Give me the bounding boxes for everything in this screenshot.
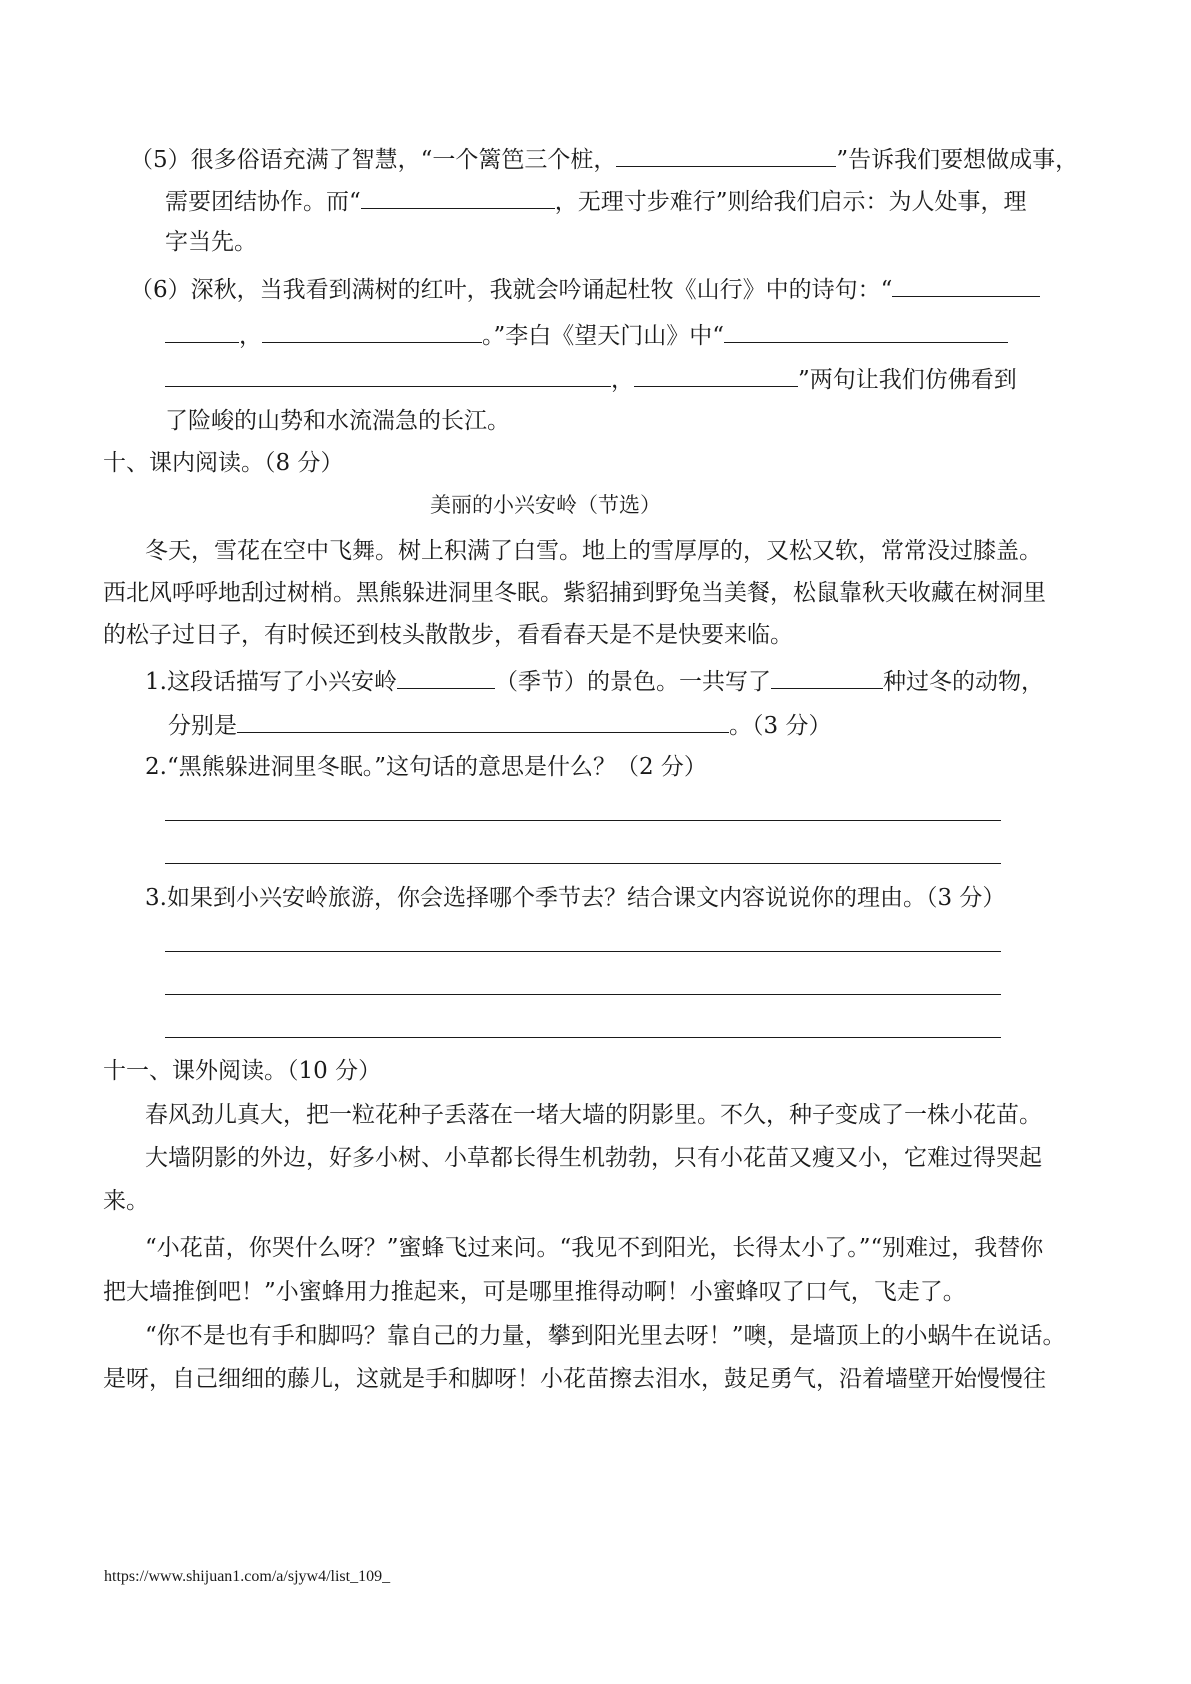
q6-line-4 [165,406,510,436]
q6-line-2 [165,318,1025,351]
q6-text-2a: ， [239,323,262,349]
passage-11-line-3: 来。 [103,1188,149,1214]
passage-10-line-3: 的松子过日子，有时候还到枝头散散步，看看春天是不是快要来临。 [103,622,793,648]
q10-1-text-e: 。（3 分） [729,713,832,739]
q5-text-2b: ，无理寸步难行”则给我们启示：为人处事，理 [554,189,1027,215]
q10-2-answer-line-2[interactable] [165,863,1001,864]
q10-3-prompt: 3.如果到小兴安岭旅游，你会选择哪个季节去？结合课文内容说说你的理由。（3 分） [145,885,1006,911]
q6-text-4: 了险峻的山势和水流湍急的长江。 [165,408,510,434]
q10-1-blank-animals[interactable] [237,708,729,733]
q5-blank-1[interactable] [616,142,836,167]
q10-1-text-c: 种过冬的动物， [882,669,1044,695]
q6-text-3a: ， [611,367,634,393]
q6-blank-2[interactable] [165,318,239,343]
q10-3-answer-line-2[interactable] [165,994,1001,995]
passage-title: 美丽的小兴安岭（节选） [430,493,661,517]
q10-1-text-a: 1.这段话描写了小兴安岭 [145,669,397,695]
q5-line-3 [165,227,257,257]
q10-1-blank-count[interactable] [771,664,883,689]
q10-2-answer-line-1[interactable] [165,820,1001,821]
q5-blank-2[interactable] [361,184,555,209]
q6-line-3 [165,362,1025,395]
q6-blank-6[interactable] [634,362,798,387]
footer-url: https://www.shijuan1.com/a/sjyw4/list_109_ [104,1568,391,1585]
passage-10-line-1: 冬天，雪花在空中飞舞。树上积满了白雪。地上的雪厚厚的，又松又软，常常没过膝盖。 [145,538,1042,564]
q5-text-3: 字当先。 [165,229,257,255]
passage-10-line-2: 西北风呼呼地刮过树梢。黑熊躲进洞里冬眠。紫貂捕到野兔当美餐，松鼠靠秋天收藏在树洞里 [103,580,1046,606]
q10-1-blank-season[interactable] [397,664,495,689]
q5-text-2a: 需要团结协作。而“ [165,189,361,215]
passage-11-line-5: 把大墙推倒吧！”小蜜蜂用力推起来，可是哪里推得动啊！小蜜蜂叹了口气，飞走了。 [103,1279,966,1305]
q6-blank-5[interactable] [165,362,611,387]
q10-1-line-1 [145,664,1044,697]
q10-3-answer-line-3[interactable] [165,1037,1001,1038]
q6-blank-4[interactable] [724,318,1008,343]
passage-11-line-4: “小花苗，你哭什么呀？”蜜蜂飞过来问。“我见不到阳光，长得太小了。”“别难过，我替你 [145,1235,1044,1261]
q6-text-3b: ”两句让我们仿佛看到 [798,367,1017,393]
q6-line-1 [130,272,1030,305]
passage-11-line-1: 春风劲儿真大，把一粒花种子丢落在一堵大墙的阴影里。不久，种子变成了一株小花苗。 [145,1102,1042,1128]
passage-11-line-7: 是呀，自己细细的藤儿，这就是手和脚呀！小花苗擦去泪水，鼓足勇气，沿着墙壁开始慢慢往 [103,1366,1046,1392]
passage-11-line-2: 大墙阴影的外边，好多小树、小草都长得生机勃勃，只有小花苗又瘦又小，它难过得哭起 [145,1145,1042,1171]
q6-text-1: （6）深秋，当我看到满树的红叶，我就会吟诵起杜牧《山行》中的诗句：“ [130,277,893,303]
q10-1-text-b: （季节）的景色。一共写了 [494,669,771,695]
q5-text-1a: （5）很多俗语充满了智慧，“一个篱笆三个桩， [130,147,617,173]
q6-text-2b: 。”李白《望天门山》中“ [482,323,725,349]
passage-11-line-6: “你不是也有手和脚吗？靠自己的力量，攀到阳光里去呀！”噢，是墙顶上的小蜗牛在说话。 [145,1323,1066,1349]
q5-line-1 [130,142,1079,175]
q10-3-answer-line-1[interactable] [165,951,1001,952]
q10-1-text-d: 分别是 [168,713,237,739]
section-11-heading: 十一、课外阅读。（10 分） [103,1058,382,1084]
q6-blank-1[interactable] [892,272,1040,297]
q10-2-prompt: 2.“黑熊躲进洞里冬眠。”这句话的意思是什么？（2 分） [145,754,707,780]
q5-text-1b: ”告诉我们要想做成事， [836,147,1079,173]
q5-line-2 [165,184,1025,217]
q10-1-line-2 [168,708,1028,741]
q6-blank-3[interactable] [262,318,482,343]
section-10-heading: 十、课内阅读。（8 分） [103,450,344,476]
